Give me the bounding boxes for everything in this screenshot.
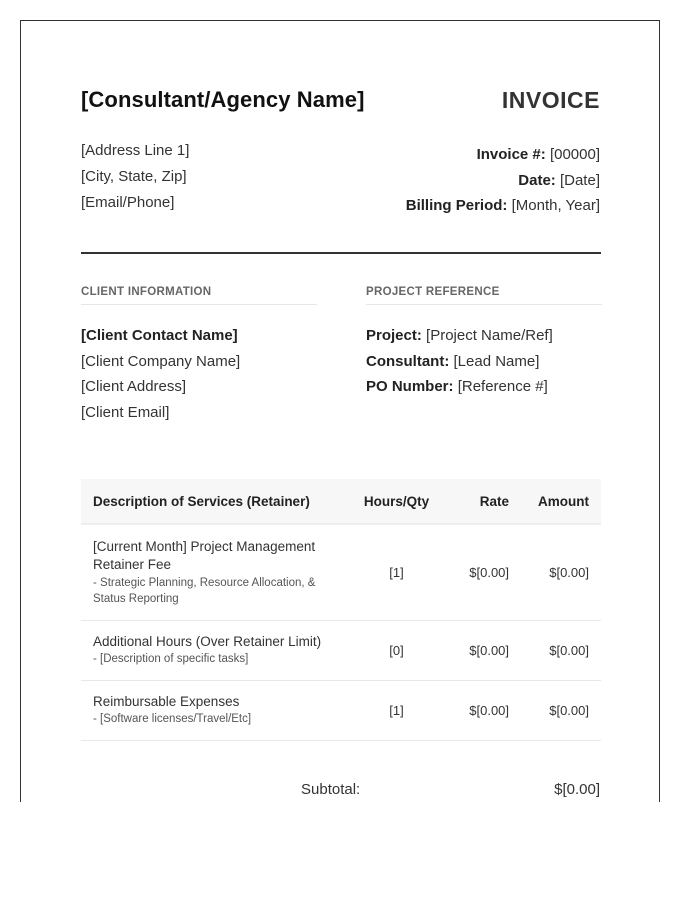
row-detail: - [Description of specific tasks]: [93, 653, 249, 666]
line-items-table: [81, 479, 601, 741]
header-hours-qty: Hours/Qty: [352, 479, 441, 524]
billing-period-label: Billing Period:: [405, 197, 508, 214]
table-header-row: [81, 479, 601, 524]
billing-period-value: [Month, Year]: [511, 197, 600, 214]
table-row: [81, 680, 601, 740]
client-info-block: [81, 323, 240, 425]
project-reference-heading: PROJECT REFERENCE: [366, 286, 602, 305]
invoice-number-row: [406, 142, 600, 168]
row-title: Reimbursable Expenses: [93, 693, 240, 709]
header-description: Description of Services (Retainer): [81, 479, 352, 524]
header-rate: Rate: [441, 479, 521, 524]
consultant-label: Consultant:: [366, 352, 450, 370]
invoice-page: [20, 20, 660, 802]
row-qty: [0]: [352, 620, 441, 680]
agency-name: [Consultant/Agency Name]: [81, 87, 365, 112]
table-row: [81, 620, 601, 680]
project-value: [Project Name/Ref]: [426, 327, 553, 344]
client-address: [Client Address]: [81, 378, 187, 396]
row-rate: $[0.00]: [441, 680, 521, 740]
row-detail: - [Software licenses/Travel/Etc]: [93, 713, 252, 726]
invoice-meta-block: [406, 142, 600, 219]
header-amount: Amount: [521, 479, 601, 524]
subtotal-value: $[0.00]: [554, 781, 600, 798]
consultant-value: [Lead Name]: [453, 352, 540, 370]
client-contact-name: [Client Contact Name]: [81, 327, 238, 344]
po-number-value: [Reference #]: [457, 378, 548, 396]
address-email-phone: [Email/Phone]: [81, 194, 175, 211]
invoice-title: INVOICE: [501, 87, 600, 113]
agency-address-block: [81, 138, 189, 216]
invoice-date-row: [406, 168, 600, 194]
table-row: [81, 524, 601, 620]
consultant-row: [366, 349, 553, 375]
row-qty: [1]: [352, 680, 441, 740]
row-amount: $[0.00]: [521, 620, 601, 680]
address-line-1: [Address Line 1]: [81, 142, 190, 159]
row-amount: $[0.00]: [521, 680, 601, 740]
project-label: Project:: [366, 327, 422, 344]
client-company-name: [Client Company Name]: [81, 352, 241, 370]
project-row: [366, 323, 553, 349]
client-email: [Client Email]: [81, 403, 170, 421]
invoice-number-label: Invoice #:: [476, 146, 546, 163]
billing-period-row: [406, 193, 600, 219]
row-description: [81, 620, 352, 680]
invoice-date-value: [Date]: [559, 171, 600, 189]
row-rate: $[0.00]: [441, 620, 521, 680]
client-info-heading: CLIENT INFORMATION: [81, 286, 317, 305]
row-title: [Current Month] Project Management Retainer Fee: [93, 538, 316, 573]
project-reference-block: [366, 323, 553, 400]
row-detail: - Strategic Planning, Resource Allocation, & Status Reporting: [93, 576, 316, 605]
invoice-date-label: Date:: [518, 171, 556, 189]
row-amount: $[0.00]: [521, 524, 601, 620]
po-number-row: [366, 374, 553, 400]
row-description: [81, 680, 352, 740]
row-rate: $[0.00]: [441, 524, 521, 620]
row-description: [81, 524, 352, 620]
invoice-number-value: [00000]: [549, 146, 600, 163]
header-divider: [81, 252, 601, 254]
po-number-label: PO Number:: [366, 378, 454, 396]
row-qty: [1]: [352, 524, 441, 620]
row-title: Additional Hours (Over Retainer Limit): [93, 633, 322, 649]
subtotal-label: Subtotal:: [301, 781, 361, 798]
address-city-state-zip: [City, State, Zip]: [81, 168, 187, 185]
